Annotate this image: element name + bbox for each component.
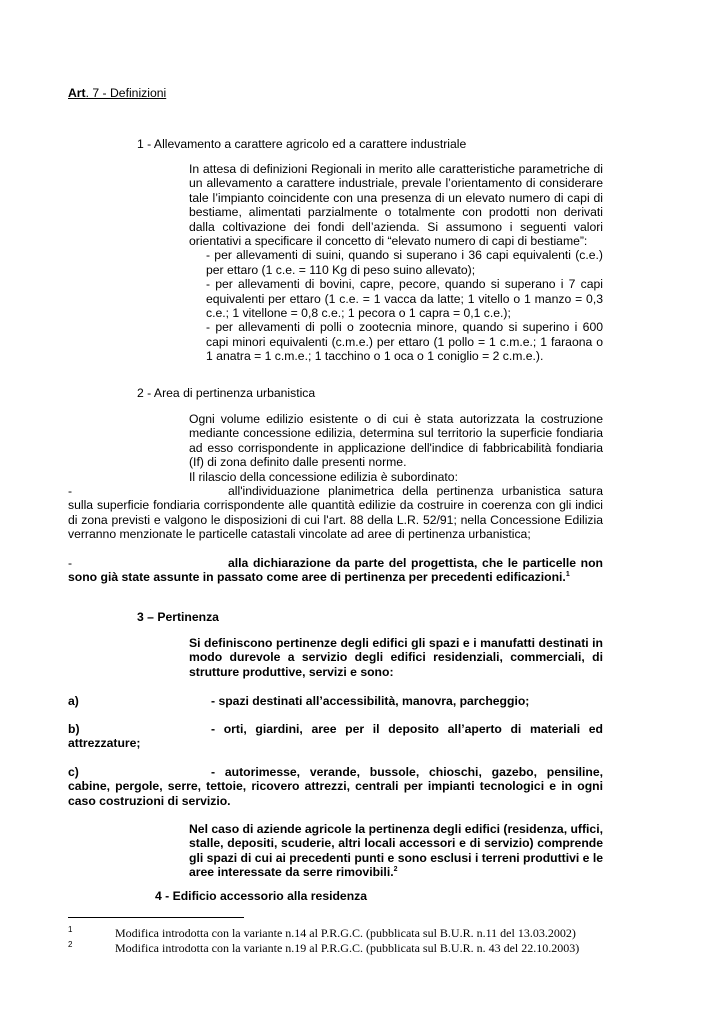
item-b-text: - orti, giardini, aree per il deposito all’aperto di materiali ed attrezzature; bbox=[68, 722, 603, 751]
article-prefix: Art bbox=[68, 86, 86, 100]
section-1-item-bovini: - per allevamenti di bovini, capre, pecore, quando si superano i 7 capi equivalenti per ettaro (1 c.e. = 1 vacca da latte; 1 vitello o 1 manzo = 0,3 c.e.; 1 vitellone = 0,8 c.e.; 1 pecora o 1 capra = 0,1 c.e.); bbox=[206, 277, 603, 321]
item-c-text: - autorimesse, verande, bussole, chioschi, gazebo, pensiline, cabine, pergole, serre, tettoie, ricovero attrezzi, centrali per impianti tecnologici e in ogni caso costruzioni di servizio. bbox=[68, 765, 603, 808]
footnote-ref-2[interactable]: 2 bbox=[393, 866, 398, 874]
section-3-intro: Si definiscono pertinenze degli edifici gli spazi e i manufatti destinati in modo durevole a servizio degli edifici residenziali, commerciali, di strutture produttive, servizi e sono: bbox=[189, 636, 603, 679]
footnote-text: Modifica introdotta con la variante n.14 al P.R.G.C. (pubblicata sul B.U.R. n.11 del 13.03.2002) bbox=[115, 926, 576, 940]
section-3-note-text: Nel caso di aziende agricole la pertinenza degli edifici (residenza, uffici, stalle, depositi, scuderie, altri locali accessori e di servizio) comprende gli spazi di cui ai precedenti punti e sono esclusi i terreni produttivi e le aree interessate da serre rimovibili. bbox=[189, 822, 603, 880]
section-4-heading: 4 - Edificio accessorio alla residenza bbox=[155, 889, 368, 903]
item-a-label: a) bbox=[68, 694, 79, 708]
footnote-text: Modifica introdotta con la variante n.19 al P.R.G.C. (pubblicata sul B.U.R. n. 43 del 22.10.2003) bbox=[115, 941, 580, 955]
section-1-body bbox=[189, 162, 603, 364]
section-2-body bbox=[189, 412, 603, 484]
section-1-item-polli: - per allevamenti di polli o zootecnia minore, quando si superino i 600 capi minori equivalenti (c.m.e.) per ettaro (1 pollo = 1 c.m.e.; 1 faraona o 1 anatra = 1 c.m.e.; 1 tacchino o 1 oca o 1 coniglio = 2 c.m.e.). bbox=[206, 320, 603, 364]
footnote-number: 1 bbox=[68, 925, 73, 934]
section-2-paragraph: Ogni volume edilizio esistente o di cui è stata autorizzata la costruzione mediante concessione edilizia, determina sul territorio la superficie fondiaria ad esso corrispondente in applicazione dell'indice di fabbricabilità fondiaria (If) di zona definito dalle presenti norme. bbox=[189, 412, 603, 470]
article-title bbox=[68, 86, 166, 100]
article-title-rest: . 7 - Definizioni bbox=[85, 86, 167, 100]
section-1-heading: 1 - Allevamento a carattere agricolo ed a carattere industriale bbox=[137, 137, 467, 151]
item-a-text: - spazi destinati all’accessibilità, manovra, parcheggio; bbox=[211, 694, 530, 708]
section-3-heading: 3 – Pertinenza bbox=[137, 610, 219, 624]
bullet-dash: - bbox=[68, 556, 73, 570]
section-2-bullet-2 bbox=[68, 556, 603, 585]
footnote-ref-1[interactable]: 1 bbox=[565, 571, 570, 579]
footnote-divider bbox=[68, 917, 244, 918]
item-c-label: c) bbox=[68, 765, 79, 779]
section-3-note bbox=[189, 822, 603, 880]
item-b-label: b) bbox=[68, 722, 80, 736]
section-1-item-suini: - per allevamenti di suini, quando si superano i 36 capi equivalenti (c.e.) per ettaro (1 c.e. = 110 Kg di peso suino allevato); bbox=[206, 248, 603, 277]
section-2-bullet-2-text: alla dichiarazione da parte del progettista, che le particelle non sono già state assunte in passato come aree di pertinenza per precedenti edificazioni. bbox=[68, 556, 603, 585]
bullet-dash: - bbox=[68, 484, 73, 498]
footnote-number: 2 bbox=[68, 940, 73, 949]
section-2-subordinate: Il rilascio della concessione edilizia è subordinato: bbox=[189, 469, 458, 484]
section-2-bullet-1: all'individuazione planimetrica della pertinenza urbanistica satura sulla superficie fondiaria corrispondente alle quantità edilizie da costruire in coerenza con gli indici di zona previsti e valgono le disposizioni di cui l'art. 88 della L.R. 52/91; nella Concessione Edilizia verranno menzionate le particelle catastali vincolate ad aree di pertinenza urbanistica; bbox=[68, 484, 603, 542]
section-2-heading: 2 - Area di pertinenza urbanistica bbox=[137, 386, 316, 400]
section-1-intro: In attesa di definizioni Regionali in merito alle caratteristiche parametriche di un allevamento a carattere industriale, prevale l’orientamento di considerare tale l’impianto coincidente con una presenza di un elevato numero di capi di bestiame, alimentati parzialmente o totalmente con prodotti non derivati dalla coltivazione dei fondi dell’azienda. Si assumono i seguenti valori orientativi a specificare il concetto di “elevato numero di capi di bestiame”: bbox=[189, 162, 603, 249]
